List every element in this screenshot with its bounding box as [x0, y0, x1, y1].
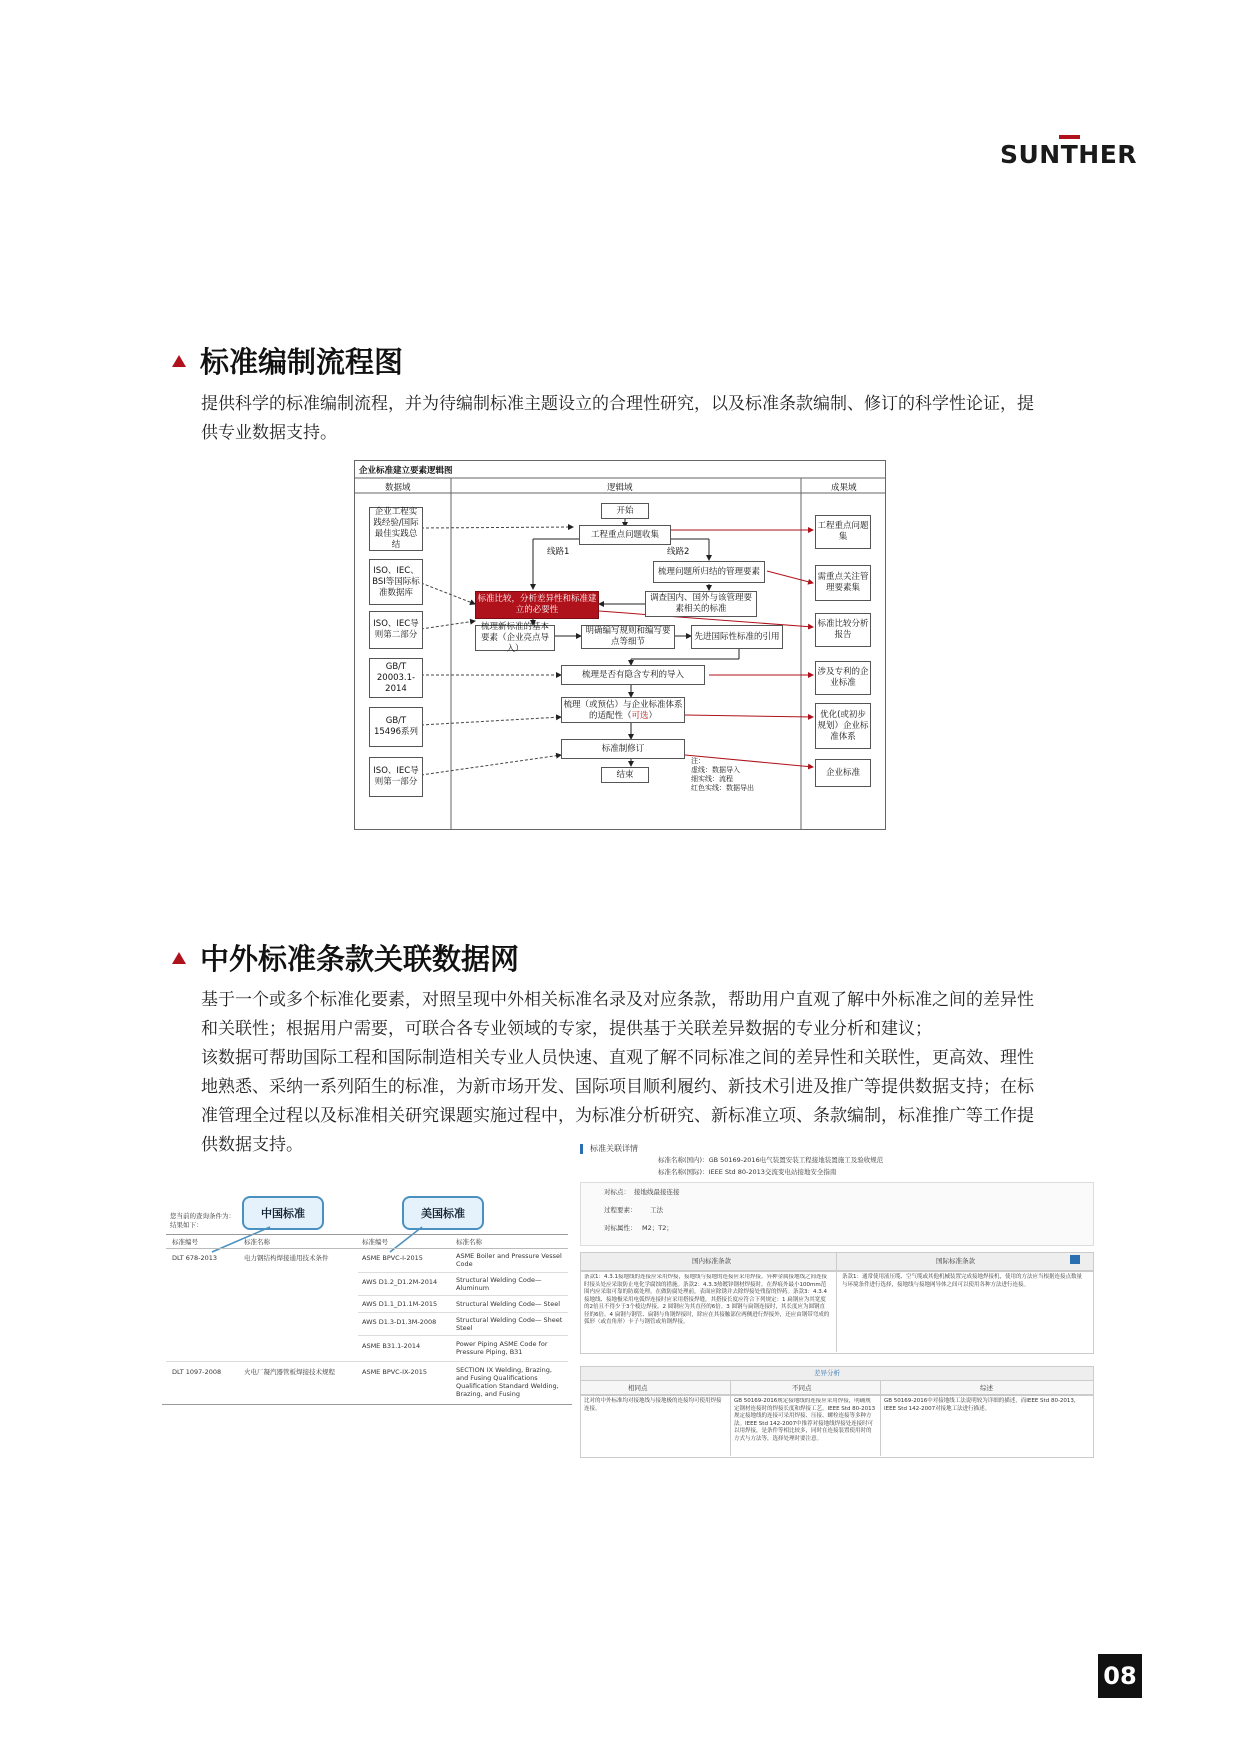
table-cell: ASME B31.1-2014	[362, 1342, 421, 1350]
table-cell: AWS D1.3-D1.3M-2008	[362, 1318, 437, 1326]
data-box: ISO、IEC导则第二部分	[369, 611, 423, 649]
table-cell: 火电厂凝汽器管板焊接技术规程	[244, 1368, 335, 1376]
flow-note: 注： 虚线：数据导入 细实线：流程 红色实线：数据导出	[691, 757, 754, 792]
table-cell: AWS D1.1_D1.1M-2015	[362, 1300, 438, 1308]
intl-clause: 条款1：通常使用液压缆、空气缆或其他机械装置完成接地焊接机，使用的方法应当根据连接点数量与环境条件进行选择，接地线与接地网导体之间可以使用各种方法进行连接。	[842, 1274, 1083, 1288]
diff-same: 比对的中外标准均对接地线与接地极的连接均可使用焊接连接。	[584, 1398, 722, 1412]
result-box: 需重点关注管理要素集	[815, 565, 871, 601]
triangle-bullet-icon	[172, 355, 186, 367]
triangle-bullet-icon	[172, 952, 186, 964]
diff-diff: GB 50169-2016规定接地线的连接应采用焊接，明确规定钢材连接时的焊接长度和焊接工艺。IEEE Std 80-2013规定接地线的连接可采用焊接、压接、螺栓连接等多种方法。IEEE Std 142-2007中推荐对接地线焊接处连接时可以用焊接，是条件等相比较多，同时在连接装置使用时的方式与方法等，选择处理时要注意。	[734, 1398, 876, 1442]
section-title-flow: 标准编制流程图	[172, 340, 403, 381]
obj-value: 接地线最接连接	[634, 1188, 680, 1196]
table-cell: ASME BPVC-I-2015	[362, 1254, 423, 1262]
table-cell: Structural Welding Code—Aluminum	[456, 1276, 542, 1292]
cn-clause: 条款1：4.3.1接地线的连接应采用焊接，接地线与接地的连接应采用焊接。异种金属接地线之间连接时接头处应采取防止电化学腐蚀的措施。条款2：4.3.3热镀锌钢材焊接时，在焊痕外最小100mm范围内应采取可靠的防腐处理。在做防腐处理前，表面应除锈并去除焊接处残留的焊药。条款3：4.3.4接地线、接地极采用电弧焊连接时应采用搭接焊缝，其搭接长度应符合下列规定：1 扁钢应为其宽度的2倍且不得少于3个棱边焊接。2 圆钢应为其直径的6倍。3 圆钢与扁钢连接时，其长度应为圆钢直径的6倍。4 扁钢与钢管、扁钢与角钢焊接时，除应在其接触部位两侧进行焊接外，还应由钢带弯成的弧形（或直角形）卡子与钢管或角钢焊接。	[584, 1274, 830, 1325]
table-cell: 电力钢结构焊接通用技术条件	[244, 1254, 329, 1262]
section-paragraph: 基于一个或多个标准化要素，对照呈现中外相关标准名录及对应条款，帮助用户直观了解中外标准之间的差异性和关联性；根据用户需要，可联合各专业领域的专家，提供基于关联差异数据的专业分析和建议； 该数据可帮助国际工程和国际制造相关专业人员快速、直观了解不同标准之间的差异性和关联性，更高效、理性地熟悉、采纳一系列陌生的标准，为新市场开发、国际项目顺利履约、新技术引进及推广等提供数据支持；在标准管理全过程以及标准相关研究课题实施过程中，为标准分析研究、新标准立项、条款编制，标准推广等工作提供数据支持。	[201, 990, 1034, 1155]
data-box: ISO、IEC导则第一部分	[369, 757, 423, 797]
data-box: GB/T 20003.1-2014	[369, 658, 423, 698]
table-cell: AWS D1.2_D1.2M-2014	[362, 1278, 438, 1286]
result-box: 工程重点问题集	[815, 515, 871, 549]
col-header: 标准名称	[244, 1238, 270, 1246]
intl-std: 标准名称(国际)：IEEE Std 80-2013交流变电站接地安全指南	[658, 1168, 837, 1176]
table-cell: SECTION IX Welding, Brazing, and Fusing Qualifications Qualification Standard Welding, Brazing, and Fusing	[456, 1366, 559, 1398]
line2-label: 线路2	[667, 547, 690, 557]
cn-std: 标准名称(国内)：GB 50169-2016电气装置安装工程接地装置施工及验收规范	[658, 1156, 884, 1164]
result-label: 结果如下：	[170, 1221, 203, 1229]
col-logic: 逻辑域	[607, 483, 633, 493]
clarify-node: 明确编写规则和编写要点等细节	[581, 625, 675, 649]
table-cell: DLT 678-2013	[172, 1254, 218, 1262]
proc-value: 工法	[650, 1206, 663, 1214]
col-result: 成果域	[831, 483, 857, 493]
brand-logo: SUNTHER	[1000, 140, 1138, 169]
col-data: 数据域	[385, 483, 411, 493]
table-cell: ASME Boiler and Pressure Vessel Code	[456, 1252, 562, 1268]
diff-summary: GB 50169-2016中对接地线工法说明较为详细的描述，而IEEE Std 80-2013，IEEE Std 142-2007对接地工法进行描述。	[884, 1398, 1080, 1412]
table-cell: ASME BPVC-IX-2015	[362, 1368, 427, 1376]
panel-title: 标准关联详情	[590, 1144, 638, 1153]
diff-col: 相同点	[628, 1384, 648, 1392]
patent-node: 梳理是否有隐含专利的导入	[561, 665, 705, 685]
data-box: GB/T 15496系列	[369, 707, 423, 747]
result-box: 优化(或初步规划）企业标准体系	[815, 703, 871, 749]
diff-col: 综述	[980, 1384, 993, 1392]
start-node: 开始	[601, 503, 649, 519]
section-title-network: 中外标准条款关联数据网	[172, 937, 519, 978]
section-paragraph: 提供科学的标准编制流程，并为待编制标准主题设立的合理性研究，以及标准条款编制、修订的科学性论证，提供专业数据支持。	[201, 394, 1034, 443]
mgmt-node: 梳理问题所归结的管理要素	[653, 561, 765, 583]
callout-cn: 中国标准	[242, 1196, 324, 1230]
diff-col: 不同点	[792, 1384, 812, 1392]
compare-node: 标准比较，分析差异性和标准建立的必要性	[475, 591, 599, 619]
detail-panel	[580, 1140, 1094, 1460]
result-box: 标准比较分析报告	[815, 613, 871, 647]
attr-value: M2；T2；	[642, 1224, 673, 1232]
callout-pointers	[162, 1196, 572, 1256]
data-box: 企业工程实践经验/国际最佳实践总结	[369, 507, 423, 551]
end-node: 结束	[601, 767, 649, 783]
line1-label: 线路1	[547, 547, 570, 557]
table-cell: Structural Welding Code— Sheet Steel	[456, 1316, 563, 1332]
toggle-icon[interactable]	[1070, 1255, 1080, 1264]
query-label: 您当前的查询条件为：	[170, 1212, 235, 1220]
collect-node: 工程重点问题收集	[579, 525, 671, 545]
col-intl: 国际标准条款	[936, 1257, 975, 1265]
table-cell: Structural Welding Code— Steel	[456, 1300, 561, 1308]
callout-us: 美国标准	[402, 1196, 484, 1230]
table-cell: DLT 1097-2008	[172, 1368, 222, 1376]
flowchart	[354, 460, 886, 830]
data-box: ISO、IEC、BSI等国际标准数据库	[369, 559, 423, 605]
sort-basic-node: 梳理新标准的基本要素（企业亮点导入）	[475, 625, 555, 651]
flow-title: 企业标准建立要素逻辑图	[359, 466, 453, 476]
table-cell: Power Piping ASME Code for Pressure Piping, B31	[456, 1340, 548, 1356]
obj-label: 对标点：	[604, 1188, 630, 1196]
col-header: 标准编号	[172, 1238, 198, 1246]
page-number: 08	[1098, 1654, 1142, 1698]
col-cn: 国内标准条款	[692, 1257, 731, 1265]
survey-node: 调查国内、国外与该管理要素相关的标准	[645, 591, 757, 617]
col-header: 标准编号	[362, 1238, 388, 1246]
result-box: 涉及专利的企业标准	[815, 661, 871, 695]
result-box: 企业标准	[815, 759, 871, 787]
col-header: 标准名称	[456, 1238, 482, 1246]
cite-node: 先进国际性标准的引用	[691, 625, 783, 649]
attr-label: 对标属性：	[604, 1224, 637, 1232]
fit-node: 梳理（或预估）与企业标准体系的适配性（可选）	[561, 697, 685, 723]
diff-title: 差异分析	[814, 1369, 840, 1377]
revise-node: 标准制修订	[561, 739, 685, 759]
proc-label: 过程要素：	[604, 1206, 637, 1214]
cn-us-table	[162, 1196, 572, 1406]
